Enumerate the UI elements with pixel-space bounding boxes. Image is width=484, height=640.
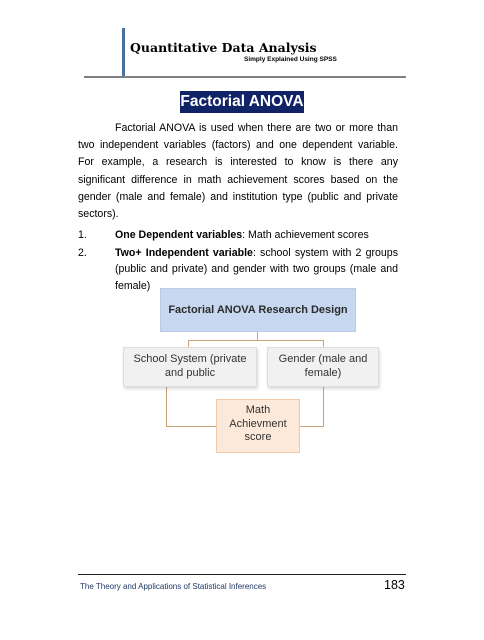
variable-list [78,227,398,295]
header-title: Quantitative Data Analysis [130,40,317,55]
header-rule [84,76,406,78]
header-subtitle: Simply Explained Using SPSS [244,56,337,63]
section-heading: Factorial ANOVA [180,91,304,113]
list-item-number: 1. [78,229,87,241]
connector-top-horizontal [188,340,324,341]
connector-right-drop [323,340,324,347]
connector-left-to-bottom [166,426,216,427]
connector-top-vertical [257,332,258,340]
intro-paragraph [78,120,398,223]
diagram-gender-box: Gender (male and female) [267,347,379,387]
diagram-school-system-box: School System (private and public [123,347,257,387]
list-item-term: One Dependent variables [115,229,243,241]
footer-rule [78,574,406,575]
connector-right-to-bottom [300,426,324,427]
list-item-description: : Math achievement scores [242,229,369,241]
list-item-description: : school system with 2 groups (public and private) and gender with two groups (male and female) [115,246,398,292]
list-item-number: 2. [78,246,87,259]
list-item [78,245,398,295]
header-accent-bar [122,28,125,76]
intro-paragraph-text: Factorial ANOVA is used when there are two or more than two independent variables (factors) and one dependent variable. For example, a research is interested to know is there any significant difference in math achievement scores based on the gender (male and female) and institution type (public and private sectors). [78,122,398,221]
diagram-math-score-box: Math Achievment score [216,399,300,453]
connector-left-down [166,387,167,426]
connector-left-drop [188,340,189,347]
diagram-title-box: Factorial ANOVA Research Design [160,288,356,332]
list-item-term: Two+ Independent variable [115,246,253,259]
page-number: 183 [384,578,405,592]
connector-right-down [323,387,324,426]
list-item [78,227,398,244]
footer-book-title: The Theory and Applications of Statistical Inferences [80,582,267,591]
